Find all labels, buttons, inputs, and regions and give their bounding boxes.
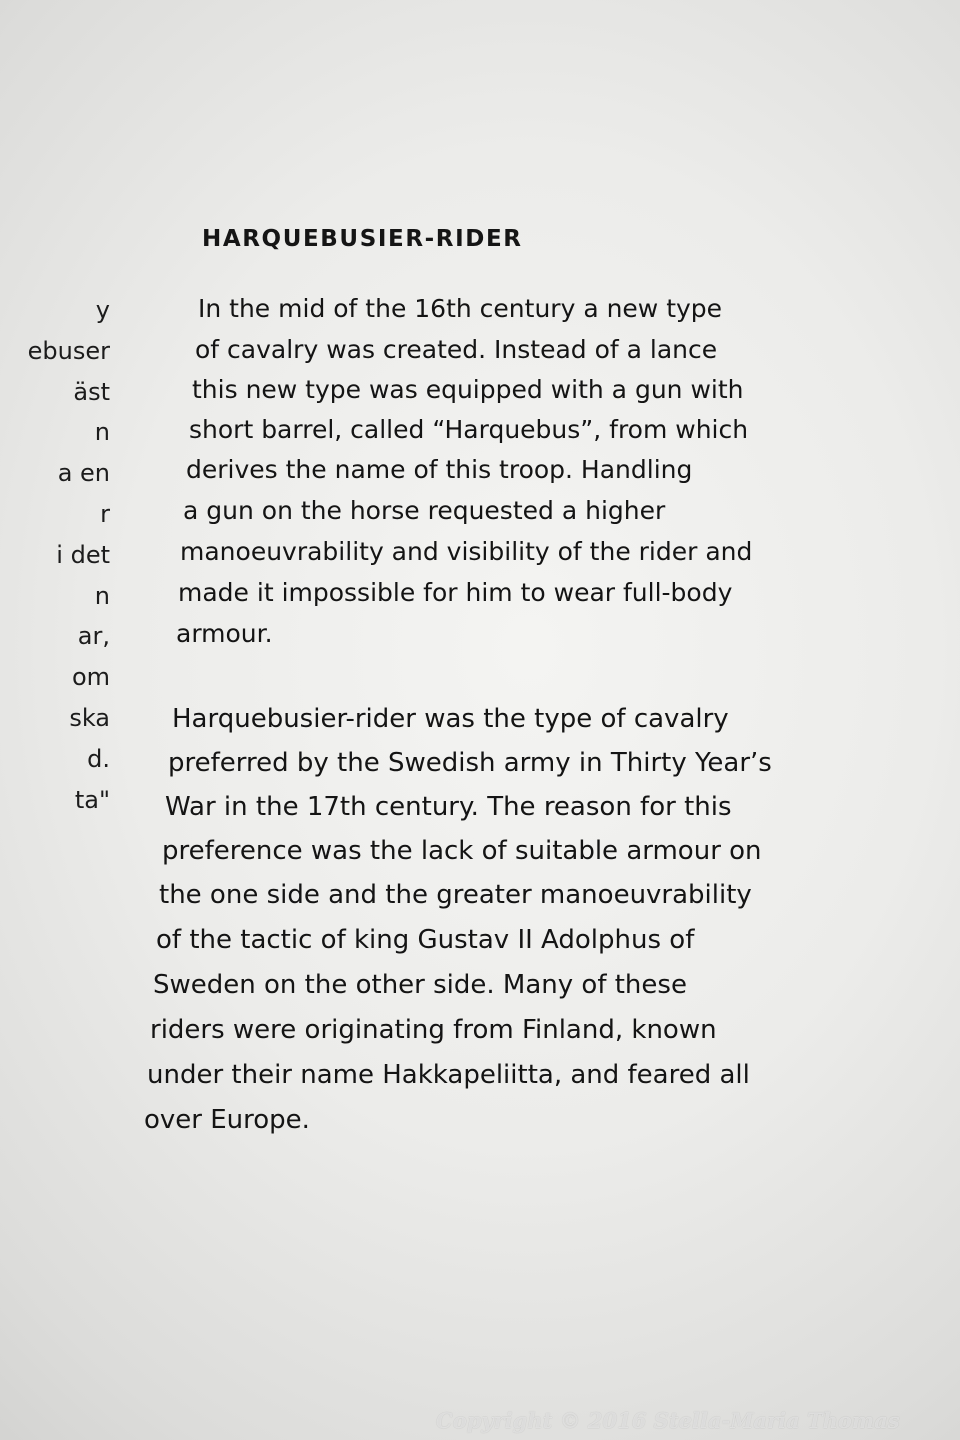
fragment-line: ar,: [77, 622, 110, 651]
fragment-line: n: [94, 581, 110, 610]
page-title: HARQUEBUSIER-RIDER: [202, 226, 523, 252]
fragment-line: ta": [74, 785, 110, 814]
paragraph-line: a gun on the horse requested a higher: [183, 496, 666, 525]
fragment-line: ebuser: [27, 336, 110, 365]
paragraph-line: over Europe.: [144, 1105, 310, 1135]
paragraph-line: short barrel, called “Harquebus”, from which: [189, 415, 749, 444]
fragment-line: ska: [69, 703, 110, 732]
adjacent-swedish-text-fragment: [0, 290, 110, 820]
paragraph-line: this new type was equipped with a gun with: [192, 375, 744, 404]
paragraph-line: armour.: [176, 619, 273, 648]
paragraph-line: of cavalry was created. Instead of a lance: [195, 335, 718, 364]
paragraph-line: In the mid of the 16th century a new type: [198, 294, 723, 323]
paragraph-line: Harquebusier-rider was the type of cavalry: [172, 704, 729, 734]
fragment-line: n: [94, 418, 110, 447]
paragraph-line: under their name Hakkapeliitta, and feared all: [147, 1060, 750, 1090]
fragment-line: y: [95, 296, 110, 324]
fragment-line: d.: [87, 744, 110, 773]
fragment-line: i det: [56, 540, 110, 569]
paragraph-line: preference was the lack of suitable armour on: [162, 836, 762, 866]
fragment-line: om: [71, 663, 110, 692]
paragraph-line: War in the 17th century. The reason for this: [165, 792, 732, 822]
paragraph-line: derives the name of this troop. Handling: [186, 455, 693, 484]
paragraph-line: riders were originating from Finland, known: [150, 1015, 717, 1045]
fragment-line: äst: [73, 377, 110, 406]
paragraph-line: preferred by the Swedish army in Thirty Year’s: [168, 748, 772, 778]
paragraph-line: Sweden on the other side. Many of these: [153, 970, 687, 1000]
paragraph-line: made it impossible for him to wear full-body: [178, 578, 733, 607]
fragment-line: a en: [57, 459, 110, 488]
paragraph-line: of the tactic of king Gustav II Adolphus of: [156, 925, 695, 955]
fragment-line: r: [100, 499, 110, 528]
paragraph-line: manoeuvrability and visibility of the rider and: [180, 537, 753, 566]
paragraph-line: the one side and the greater manoeuvrability: [159, 880, 752, 910]
copyright-watermark: Copyright © 2016 Stella-Maria Thomas: [436, 1408, 900, 1433]
